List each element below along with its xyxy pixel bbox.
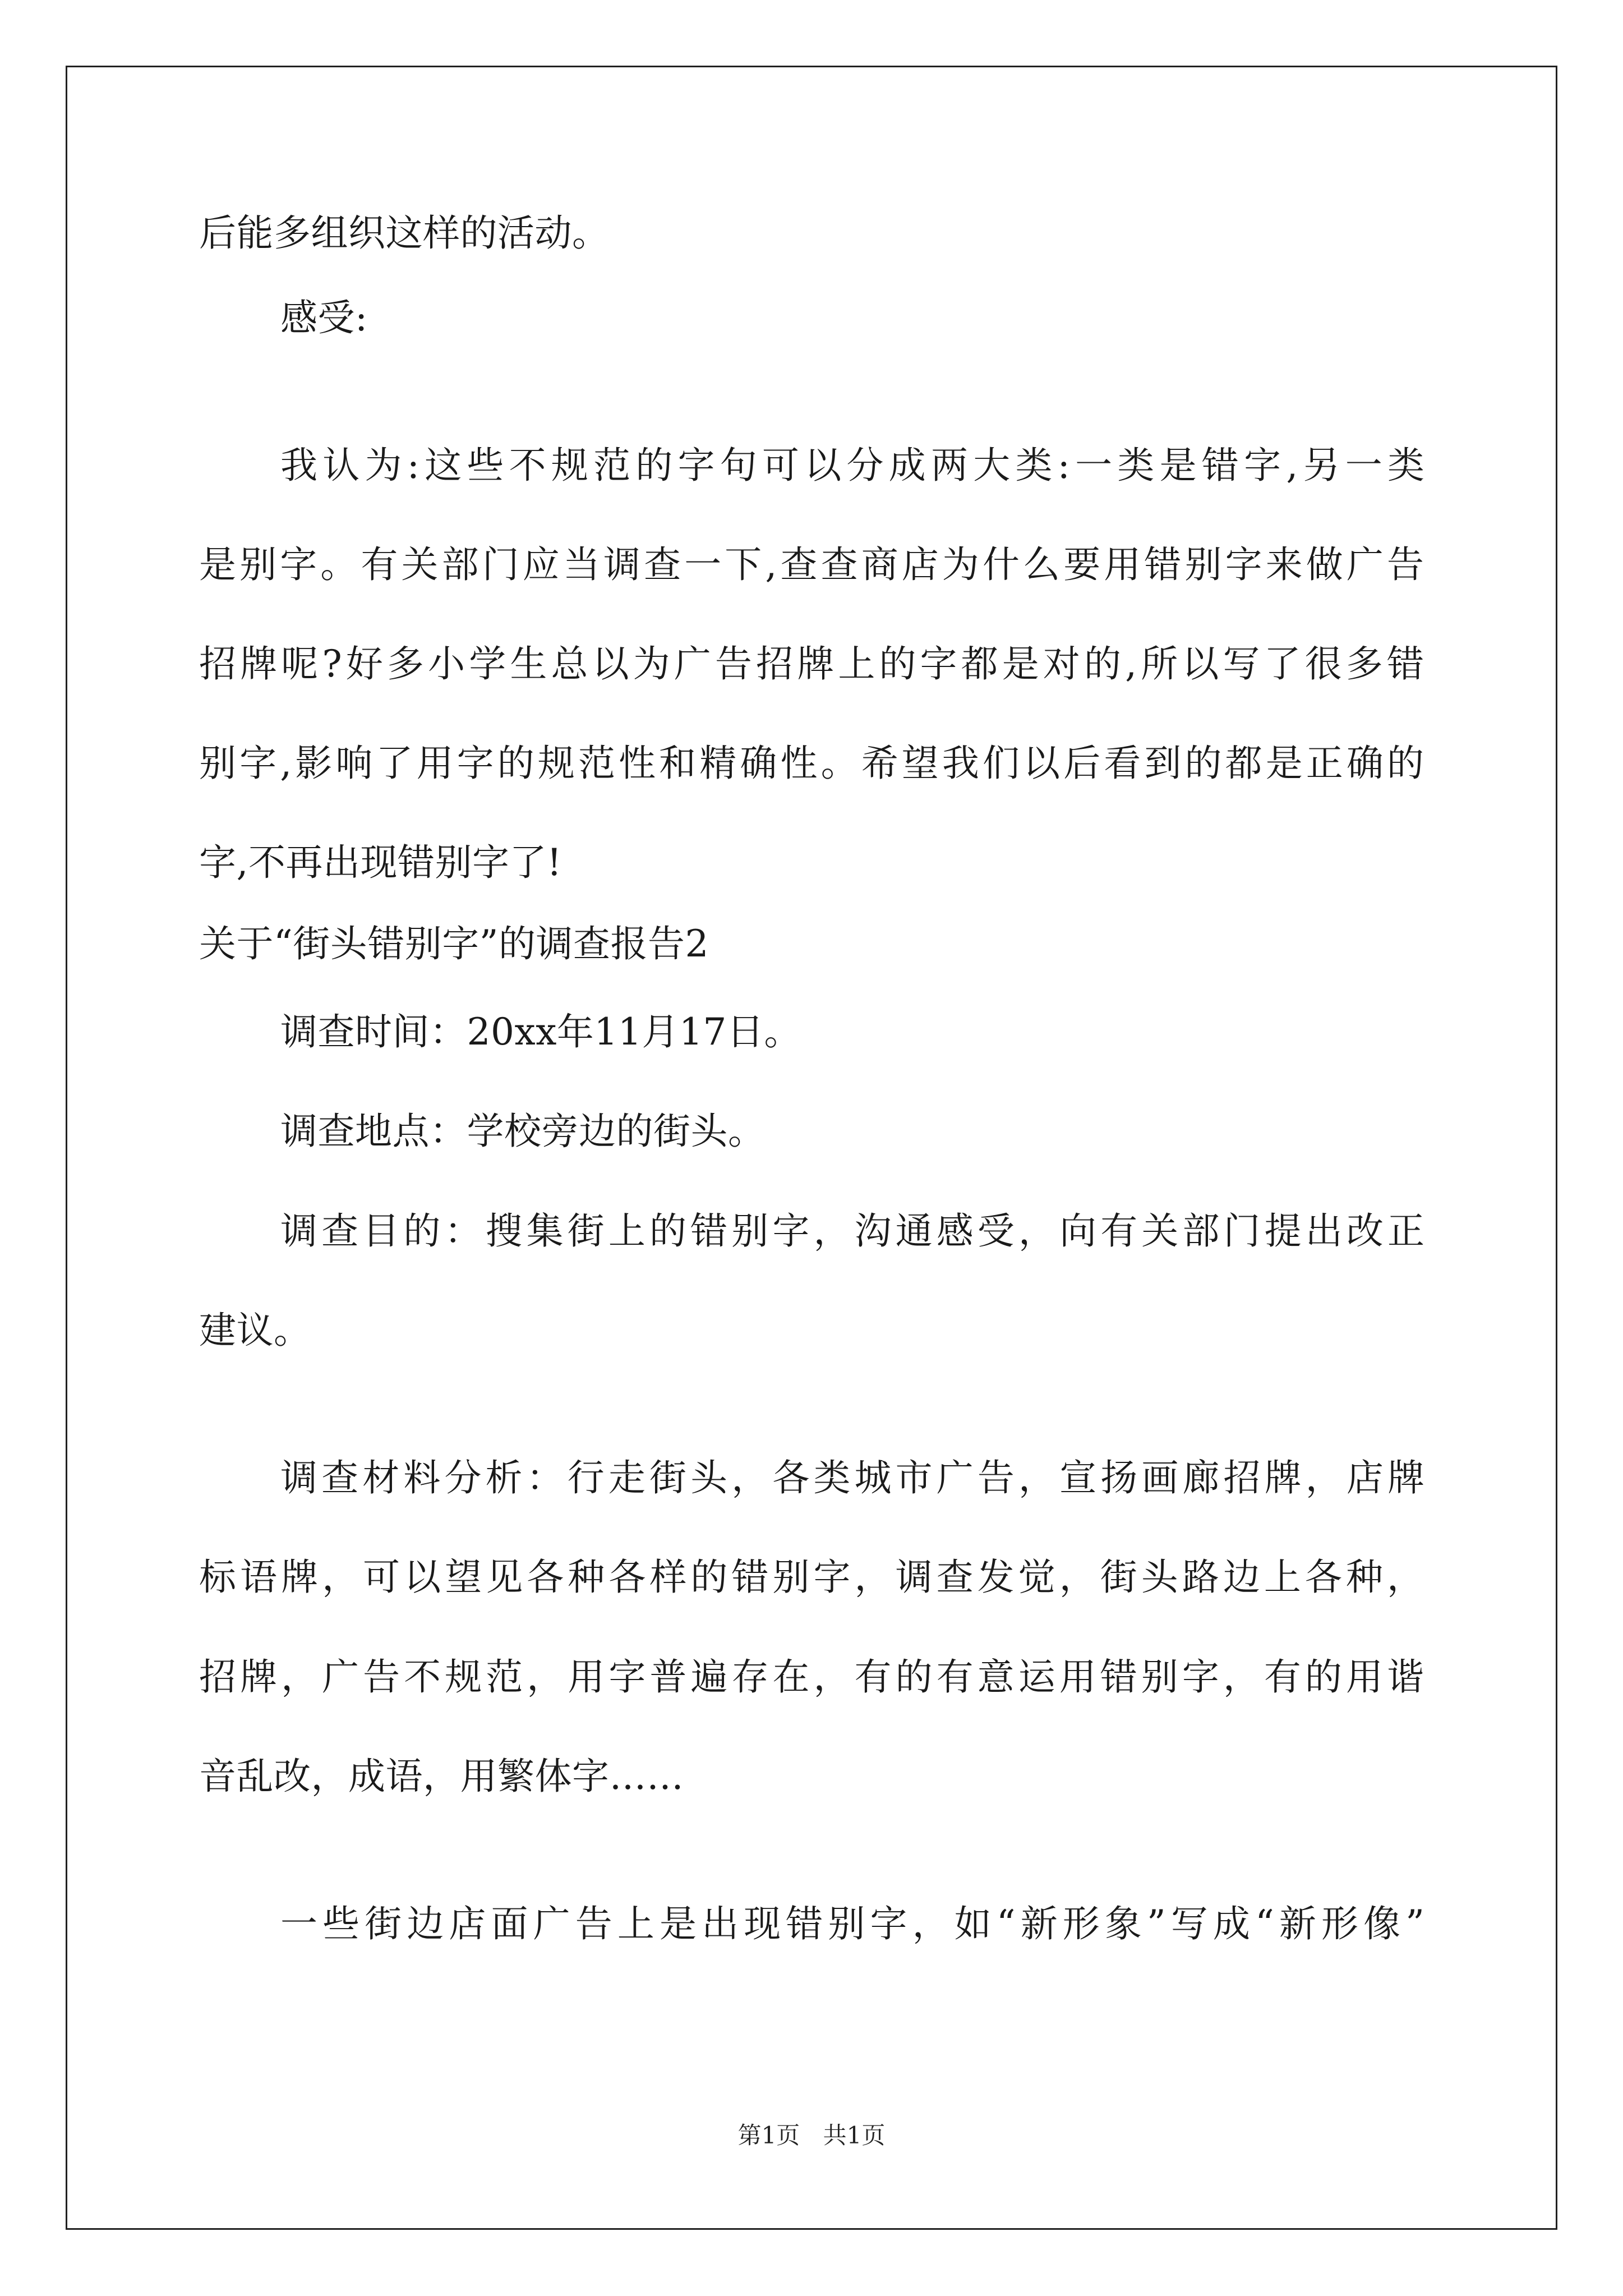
paragraph-line: 别字,影响了用字的规范性和精确性。希望我们以后看到的都是正确的 bbox=[199, 742, 1424, 785]
page-number-total: 共1页 bbox=[823, 2122, 886, 2149]
paragraph-line: 调查地点：学校旁边的街头。 bbox=[280, 1110, 766, 1153]
paragraph-line: 调查材料分析：行走街头，各类城市广告，宣扬画廊招牌，店牌 bbox=[280, 1456, 1424, 1499]
paragraph-line: 调查时间：20xx年11月17日。 bbox=[280, 1010, 801, 1053]
paragraph-line: 是别字。有关部门应当调查一下,查查商店为什么要用错别字来做广告 bbox=[199, 543, 1424, 586]
paragraph-line: 招牌，广告不规范，用字普遍存在，有的有意运用错别字，有的用谐 bbox=[199, 1655, 1424, 1699]
paragraph-line: 字,不再出现错别字了! bbox=[199, 841, 562, 884]
paragraph-line: 感受: bbox=[280, 296, 368, 339]
paragraph-line: 后能多组织这样的活动。 bbox=[199, 211, 610, 255]
paragraph-line: 标语牌，可以望见各种各样的错别字，调查发觉，街头路边上各种， bbox=[199, 1556, 1424, 1599]
paragraph-line: 音乱改，成语，用繁体字…… bbox=[199, 1755, 684, 1798]
paragraph-line: 调查目的：搜集街上的错别字，沟通感受，向有关部门提出改正 bbox=[280, 1209, 1424, 1253]
paragraph-line: 招牌呢?好多小学生总以为广告招牌上的字都是对的,所以写了很多错 bbox=[199, 642, 1424, 685]
paragraph-line: 我认为:这些不规范的字句可以分成两大类:一类是错字,另一类 bbox=[280, 444, 1424, 487]
paragraph-line: 一些街边店面广告上是出现错别字，如“新形象”写成“新形像” bbox=[280, 1902, 1424, 1945]
page-footer bbox=[0, 2122, 1623, 2150]
section-heading: 关于“街头错别字”的调查报告2 bbox=[199, 922, 709, 965]
paragraph-line: 建议。 bbox=[199, 1309, 311, 1352]
page-number-current: 第1页 bbox=[737, 2122, 800, 2149]
